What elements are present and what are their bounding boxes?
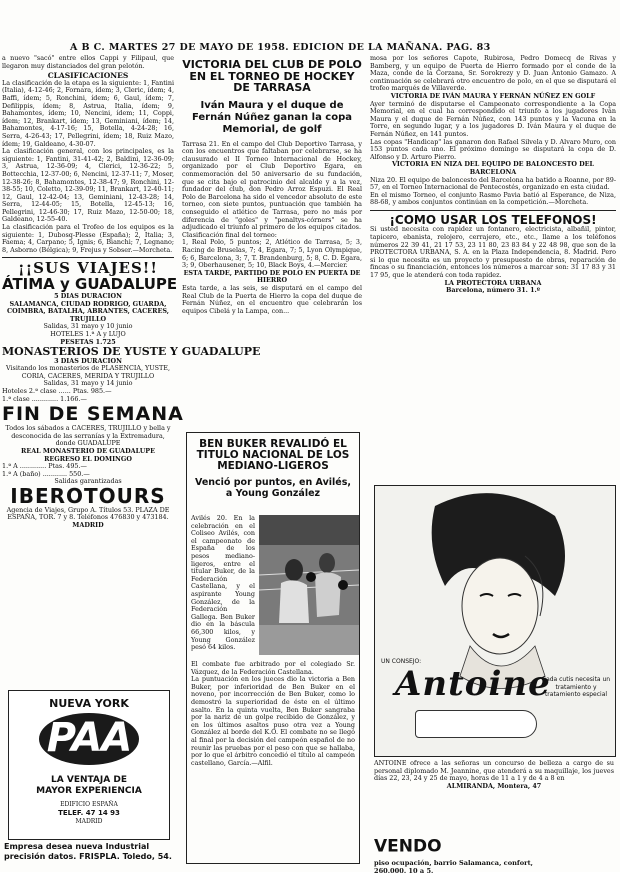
basketball-article: Niza 20. El equipo de baloncesto del Barcelona ha batido a Roanne, por 89-57, en el Torneo Internacional de Pentecostés, organizado en esta ciudad. [370,175,616,192]
antoine-cream-note: Cada cutis necesita un tratamiento y tratamiento especial [541,676,611,698]
fatima-hotels: HOTELES 1.ª A y LUJO [50,329,126,338]
paa-destination: NUEVA YORK [49,697,129,710]
yuste-dates: Salidas, 31 mayo y 14 junio [43,379,133,388]
yuste-price-1: Hoteles 2.ª clase ...... Ptas. 985.— [2,387,112,396]
fatima-duration: 5 DIAS DURACION [54,291,122,300]
semana-monastery: REAL MONASTERIO DE GUADALUPE [21,446,155,455]
yuste-title: MONASTERIOS DE YUSTE Y GUADALUPE [2,345,261,359]
final-standings-heading: Clasificación final del torneo: [182,230,277,239]
semana-sub: Todos los sábados a CACERES, TRUJILLO y bella y desconocida de las serranías y la Extremadura, donde GUADALUPE [5,424,171,448]
page-header: A B C. MARTES 27 DE MAYO DE 1958. EDICION DE LA MAÑANA. PAG. 83 [70,42,491,53]
antoine-text [374,760,614,830]
vendo-ad [374,836,614,875]
semana-title: FIN DE SEMANA [2,403,184,426]
fatima-price: PESETAS 1.725 [60,337,116,346]
basketball-heading: VICTORIA EN NIZA DEL EQUIPO DE BALONCESTO DEL BARCELONA [391,160,595,176]
boxing-paragraph-3: La puntuación en los jueces dio la victoria a Ben Buker, por inferioridad de Ben Buker en el noveno, por incorrección de Ben Buker, como lo demostró la superioridad de éste en el último asalto. En la quinta vuelta, Ben Buker sangraba por la nariz de un golpe recibido de González, y en los últimos asaltos puso otra vez a Young González al borde del K.O. El combate no se llegó al final por la decisión del campeón español de no reunir las pruebas por el peso con que se hallaba, por lo que el árbitro concedió el título al campeón castellano, García.—Alfil. [191,675,355,767]
telefonos-title: ¡COMO USAR LOS TELEFONOS! [389,212,597,227]
golf-victory-article: Ayer terminó de disputarse el Campeonato correspondiente a la Copa Memorial, en el cual ha correspondido el triunfo a los jugadores Iván Maura y el duque de Fernán Núñez, con 143 puntos y la Vacuna en la Torre, en segundo lugar, y a los jugadores D. Iván Maura y el duque de Fernán Núñez, en 141 puntos. [370,99,616,138]
boxing-paragraph-2: El combate fue arbitrado por el colegiado Sr. Vázquez, de la Federación Castellana. [191,660,355,676]
boxing-lead: Avilés 20. En la celebración en el Coliseo Avilés, con el campeonato de España de los pesos mediano-ligeros, entre el titular Buker, de la Federación Castellana, y el aspirante Young González, de la Federación Gallega. Ben Buker dio en la báscula 66,300 kilos, y Young González pesó 64 kilos. [191,514,255,652]
golf-victory-article-2: Las copas "Handicap" las ganaron don Rafael Silvela y D. Alvaro Muro, con 153 puntos cada uno. El próximo domingo se disputará la copa de D. Alfonso y D. Arturo Pierro. [370,137,616,161]
antoine-tagline: UN CONSEJO: [381,658,422,665]
telefonos-company: LA PROTECTORA URBANA [444,278,542,287]
fatima-title: ÁTIMA y GUADALUPE [2,275,178,294]
basketball-article-2: En el mismo Torneo, el conjunto Rasmo Pavia batió al Esperance, de Niza, 88-68, y ambos conjuntos continúan en la competición.—Morcheta. [370,190,616,207]
antoine-shop: ALMIRANDA, Montera, 47 [446,781,542,790]
polo-headline: VICTORIA DEL CLUB DE POLO EN EL TORNEO DE HOCKEY DE TARRASA [182,58,362,95]
paa-phone: TELEF. 47 14 93 [58,809,120,817]
vendo-word: VENDO [374,836,442,857]
semana-price-1: 1.ª A ............. Ptas. 495.— [2,462,87,471]
paa-logo: PAA [46,715,132,761]
clasificaciones-heading: CLASIFICACIONES [47,71,129,81]
vendo-body: piso ocupación, barrio Salamanca, confort, 260.000. 10 a 5. [374,859,533,875]
antoine-logo: Antoine [395,664,551,704]
iberotours-title: IBEROTOURS [10,483,166,508]
antoine-advertisement [374,485,616,757]
yuste-route: Visitando los monasterios de PLASENCIA, YUSTE, CORIA, CACERES, MERIDA Y TRUJILLO [6,364,170,380]
general-results: La clasificación general, con los principales, es la siguiente: 1, Fantini, 31-41-42; 2, Baldini, 12-36-09; 3, Astrua, 12-36-09; 4, Clerici, 12-36-22; 5, Bottecchia, 12-37-00; 6, Nencini, 12-37-11; 7, Moser, 12-38-26; 8, Bahamontes, 12-38-47; 9, Ronchini, 12-38-55; 10, Coletto, 12-39-09; 11, Brankart, 12-40-11; 12, Gaul, 12-42-04; 13, Geminiani, 12-43-28; 14, Serra, 12-44-05; 15, Botella, 12-45-13; 16, Pellegrini, 12-46-30; 17, Ruiz Mazo, 12-50-00; 18, Galdeano, 12-55-40. [2,147,174,224]
semana-return: REGRESO EL DOMINGO [44,454,132,463]
polo-evening-heading: ESTA TARDE, PARTIDO DE POLO EN PUERTA DE HIERRO [183,268,361,285]
paa-address-1: EDIFICIO ESPAÑA [60,801,118,808]
boxing-photo [259,515,359,655]
final-standings: 1, Real Polo, 5 puntos; 2, Atlético de Tarrasa, 5; 3, Racing de Bruselas, 7; 4, Egara, 7; 5, Lyon Olympique, 6; 6, Barcelona, 3; 7, T. Brandenburg, 5; 8, C. D. Egara, 3; 9, Oberhausener, 5; 10, Black Boys, 4.—Mercier. [182,238,362,270]
iberotours-city: MADRID [72,521,104,530]
stage-results: La clasificación de la etapa es la siguiente: 1, Fantini (Italia), 4-12-46; 2, Fornara, ídem; 3, Cleric, ídem; 4, Baffi, ídem; 5, Ronchini, ídem; 6, Gaul, ídem; 7, Defilippis, ídem; 8, Astrua, Italia, ídem; 9, Bahamontes, ídem; 10, Nencini, ídem; 11, Coppi, ídem; 12, Brankart, ídem; 13, Geminiani, ídem; 14, Bahamontes, 4-17-16; 15, Botella, 4-24-28; 16, Serra, 4-26-43; 17, Pellegrini, ídem; 18, Ruiz Mazo, ídem; 19, Galdeano, 4-30-07. [2,78,174,148]
boxing-subheadline: Venció por puntos, en Avilés, a Young González [195,477,351,500]
boxing-headline: BEN BUKER REVALIDÓ EL TITULO NACIONAL DE LOS MEDIANO-LIGEROS [196,438,350,473]
yuste-price-2: 1.ª clase ............. 1.166.— [2,394,87,403]
polo-evening-article: Esta tarde, a las seis, se disputará en el campo del Real Club de la Puerta de Hierro la copa del duque de Fernán Núñez, en el encuentro que celebrarán los equipos Cibelá y la Lampa, con... [182,283,362,315]
paa-advertisement [8,690,170,840]
boxers-image [259,515,359,655]
paa-city: MADRID [75,818,103,825]
telefonos-address: Barcelona, número 31. 1.º [446,286,540,295]
semana-footer: Salidas garantizadas [54,477,122,486]
iberotours-address: Agencia de Viajes, Grupo A. Títulos 53. PLAZA DE ESPAÑA, TOR. 7 y 8. Teléfonos 476830 y 473184. [6,505,170,522]
antoine-offer: ANTOINE ofrece a las señoras un concurso de belleza a cargo de su personal diplomado M. Jeannine, que atenderá a su maquillaje, los jueves días 22, 23, 24 y 25 de mayo, horas de 11 a 1 y de 4 a 8 en [374,759,614,783]
paa-slogan-2: MAYOR EXPERIENCIA [36,786,142,796]
polo-article: Tarrasa 21. En el campo del Club Deportivo Tarrasa, y con los encuentros que faltaban por celebrarse, se ha clausurado el II Torneo Internacional de Hockey, organizado por el Club Deportivo Egara, en conmemoración del 50 aniversario de su fundación, que se cita bajo el patrocinio del alcalde y a la vez, fundador del club, don Pedro Arroz Espuzi. El Real Polo de Barcelona ha sido el vencedor absoluto de este torneo, con siete puntos, puntuación que también ha conseguido el atlético de Tarrasa, pero no más por diferencia de "goles" y "penaltys-córners" se ha adjudicado el triunfo al primero de los equipos citados. [182,139,362,232]
empresa-ad: Empresa desea nueva Industrial precisión datos. FRISPLA. Toledo, 54. [4,842,172,861]
golf-victory-heading: VICTORIA DE IVÁN MAURA Y FERNÁN NÚÑEZ EN GOLF [390,91,596,100]
golf-subheadline: Iván Maura y el duque de Fernán Núñez ganan la copa Memorial, de golf [191,99,353,135]
paa-slogan-1: LA VENTAJA DE [51,775,127,785]
fatima-route: SALAMANCA, CIUDAD RODRIGO, GUARDA, COIMBRA, BATALHA, ABRANTES, CACERES, TRUJILLO [7,299,169,323]
cream-tube [415,710,537,738]
polo-continuation: mosa por los señores Capote, Rubirosa, Pedro Domecq de Rivas y Bamberg, y un equipo de Puerta de Hierro formado por el conde de la Maza, conde de la Corzana, Sr. Sorokrezy y D. Juan Antonio Gamazo. A continuación se celebrará otro encuentro de polo, en el que se disputará el trofeo marqués de Villaverde. [370,54,616,93]
viajes-title: ¡¡SUS VIAJES!! [18,259,158,278]
telefonos-body: Si usted necesita con rapidez un fontanero, electricista, albañil, pintor, tapicero, ebanista, relojero, cerrajero, etc., etc., llame a los teléfonos números 22 39 41, 21 17 53, 23 11 80, 23 83 84 y 22 48 98, que son de la PROTECTORA URBANA, S. A. en la Plaza Independencia, 8. Madrid. Pero si lo que necesita es un proyecto y presupuesto de obras, reparación de fincas o su financiación, entonces los números a marcar son: 31 17 83 y 31 17 95, que le atenderá con toda rapidez. [370,225,616,280]
yuste-duration: 3 DIAS DURACION [54,356,122,365]
fatima-dates: Salidas, 31 mayo y 10 junio [43,322,133,331]
intro-text: a nuevo "sacó" entre ellos Cappi y Filipaul, que llegaron muy distanciados del gran pelotón. [2,54,174,70]
semana-price-2: 1.ª A (baño) ............ 550.— [2,469,90,478]
boxing-article [186,432,360,864]
trophy-results: La clasificación para el Trofeo de los equipos es la siguiente: 1, Dubosq-Plesse (España); 2, Italia; 3, Faema; 4, Carpano; 5, Ignis; 6, Bianchi; 7, Legnano; 8, Asborno (Bélgica); 9, Frejus y Sobser.—Morcheta. [2,223,174,254]
